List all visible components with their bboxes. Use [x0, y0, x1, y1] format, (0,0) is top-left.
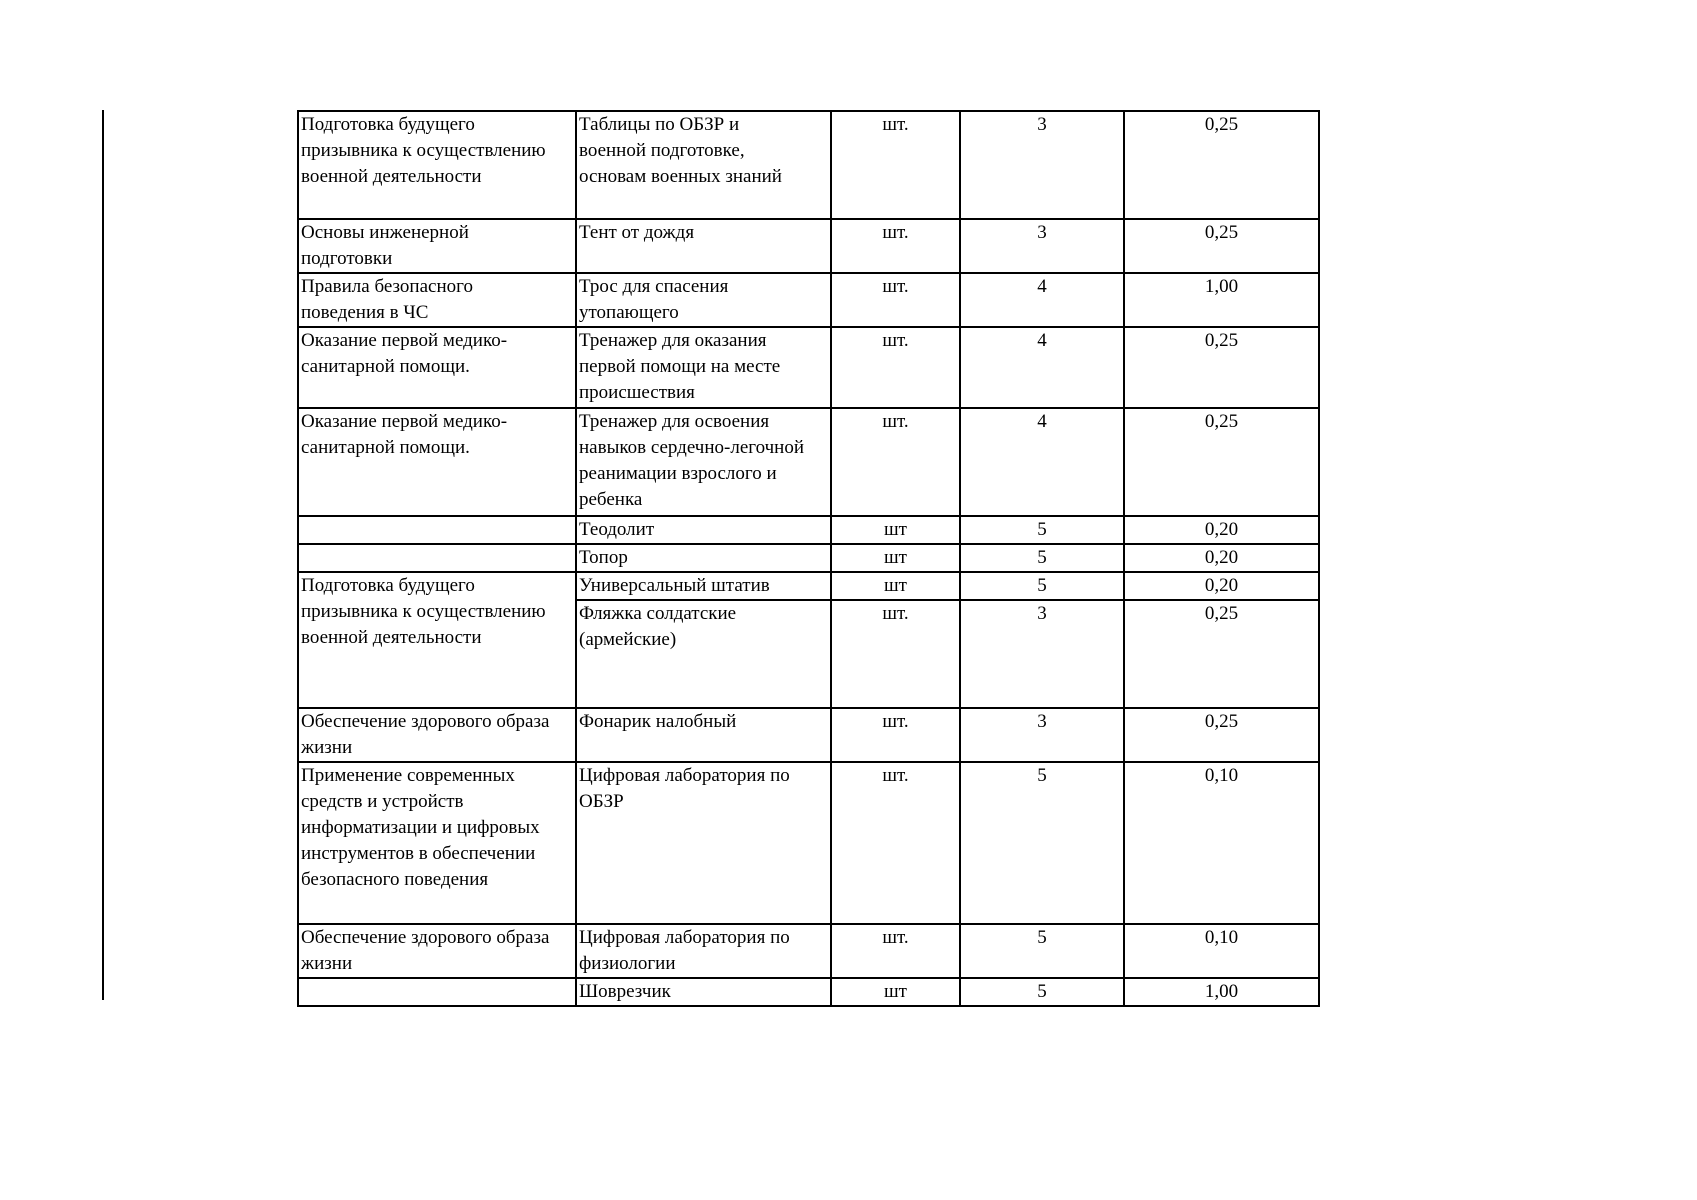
topic-cell: Правила безопасного поведения в ЧС [298, 273, 576, 327]
table-row [298, 572, 1319, 600]
item-name-cell: Шоврезчик [576, 978, 831, 1006]
table-row [298, 708, 1319, 762]
coefficient-cell: 0,25 [1124, 408, 1319, 516]
unit-cell: шт. [831, 924, 960, 978]
coefficient-cell: 0,25 [1124, 219, 1319, 273]
table-row [298, 219, 1319, 273]
item-name-cell: Фляжка солдатские (армейские) [576, 600, 831, 708]
topic-cell [298, 544, 576, 572]
topic-cell [298, 516, 576, 544]
topic-cell: Подготовка будущего призывника к осуществлению военной деятельности [298, 111, 576, 219]
coefficient-cell: 0,25 [1124, 111, 1319, 219]
table-row [298, 516, 1319, 544]
left-margin-rule [102, 110, 104, 1000]
unit-cell: шт [831, 572, 960, 600]
quantity-cell: 3 [960, 219, 1124, 273]
quantity-cell: 4 [960, 408, 1124, 516]
quantity-cell: 3 [960, 708, 1124, 762]
unit-cell: шт. [831, 111, 960, 219]
item-name-cell: Тент от дождя [576, 219, 831, 273]
unit-cell: шт [831, 516, 960, 544]
coefficient-cell: 0,20 [1124, 572, 1319, 600]
unit-cell: шт. [831, 327, 960, 408]
table-row [298, 762, 1319, 924]
topic-cell: Обеспечение здорового образа жизни [298, 708, 576, 762]
unit-cell: шт. [831, 273, 960, 327]
item-name-cell: Теодолит [576, 516, 831, 544]
quantity-cell: 5 [960, 924, 1124, 978]
unit-cell: шт. [831, 708, 960, 762]
coefficient-cell: 0,10 [1124, 924, 1319, 978]
table-row [298, 273, 1319, 327]
topic-cell: Основы инженерной подготовки [298, 219, 576, 273]
unit-cell: шт. [831, 600, 960, 708]
item-name-cell: Топор [576, 544, 831, 572]
coefficient-cell: 1,00 [1124, 978, 1319, 1006]
topic-cell: Применение современных средств и устройств информатизации и цифровых инструментов в обеспечении безопасного поведения [298, 762, 576, 924]
quantity-cell: 5 [960, 762, 1124, 924]
unit-cell: шт. [831, 408, 960, 516]
coefficient-cell: 0,25 [1124, 327, 1319, 408]
topic-cell: Подготовка будущего призывника к осуществлению военной деятельности [298, 572, 576, 708]
table-row [298, 408, 1319, 516]
item-name-cell: Таблицы по ОБЗР и военной подготовке, основам военных знаний [576, 111, 831, 219]
table-row [298, 111, 1319, 219]
coefficient-cell: 0,20 [1124, 516, 1319, 544]
item-name-cell: Тренажер для освоения навыков сердечно-легочной реанимации взрослого и ребенка [576, 408, 831, 516]
item-name-cell: Универсальный штатив [576, 572, 831, 600]
topic-cell [298, 978, 576, 1006]
coefficient-cell: 1,00 [1124, 273, 1319, 327]
coefficient-cell: 0,25 [1124, 708, 1319, 762]
table-row [298, 327, 1319, 408]
table-row [298, 544, 1319, 572]
quantity-cell: 4 [960, 273, 1124, 327]
quantity-cell: 3 [960, 111, 1124, 219]
unit-cell: шт [831, 544, 960, 572]
table-row [298, 978, 1319, 1006]
topic-cell: Обеспечение здорового образа жизни [298, 924, 576, 978]
quantity-cell: 5 [960, 516, 1124, 544]
quantity-cell: 5 [960, 544, 1124, 572]
coefficient-cell: 0,25 [1124, 600, 1319, 708]
unit-cell: шт [831, 978, 960, 1006]
item-name-cell: Цифровая лаборатория по ОБЗР [576, 762, 831, 924]
coefficient-cell: 0,20 [1124, 544, 1319, 572]
quantity-cell: 5 [960, 978, 1124, 1006]
topic-cell: Оказание первой медико- санитарной помощи. [298, 327, 576, 408]
item-name-cell: Тренажер для оказания первой помощи на месте происшествия [576, 327, 831, 408]
table-row [298, 924, 1319, 978]
quantity-cell: 4 [960, 327, 1124, 408]
quantity-cell: 5 [960, 572, 1124, 600]
equipment-table [297, 110, 1320, 1007]
item-name-cell: Цифровая лаборатория по физиологии [576, 924, 831, 978]
coefficient-cell: 0,10 [1124, 762, 1319, 924]
item-name-cell: Трос для спасения утопающего [576, 273, 831, 327]
topic-cell: Оказание первой медико- санитарной помощи. [298, 408, 576, 516]
item-name-cell: Фонарик налобный [576, 708, 831, 762]
unit-cell: шт. [831, 219, 960, 273]
quantity-cell: 3 [960, 600, 1124, 708]
unit-cell: шт. [831, 762, 960, 924]
